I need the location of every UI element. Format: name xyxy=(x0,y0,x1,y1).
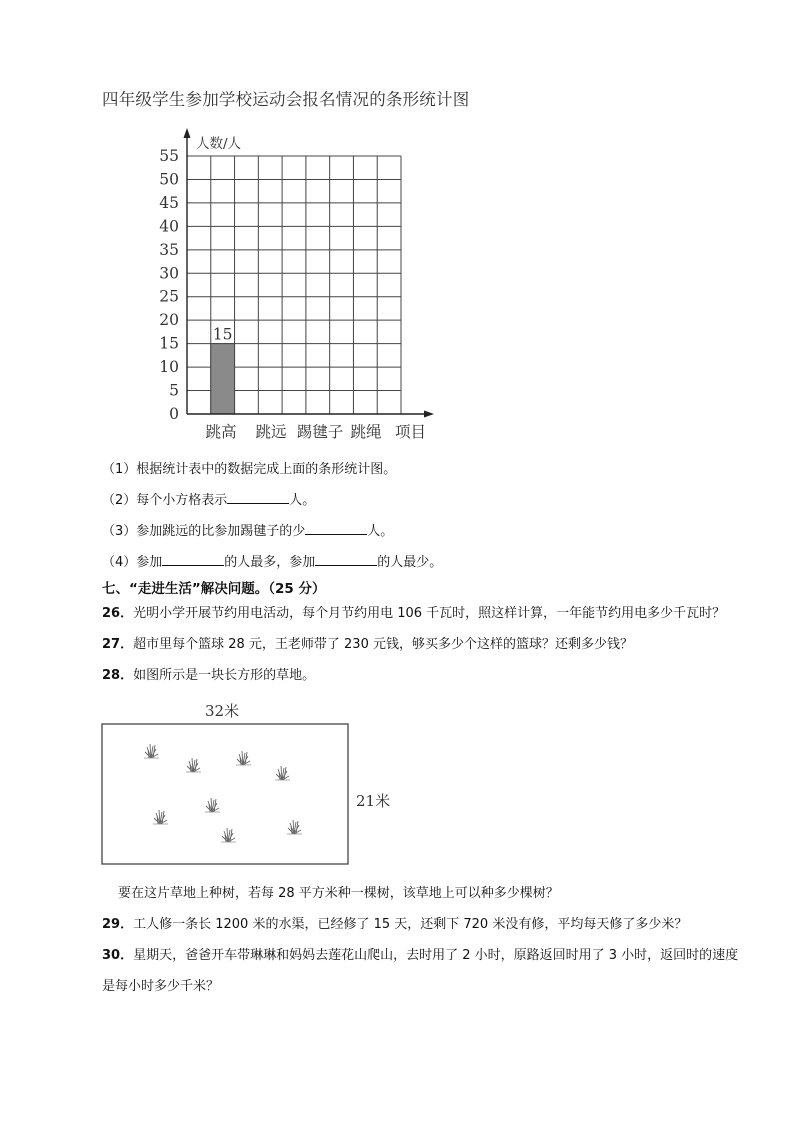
question-3-suffix: 人。 xyxy=(367,524,394,539)
problem-29-text: 工人修一条长 1200 米的水渠，已经修了 15 天，还剩下 720 米没有修，平均每天修了多少米？ xyxy=(133,917,688,932)
y-tick-label: 55 xyxy=(159,147,179,165)
y-tick-label: 10 xyxy=(159,358,179,377)
problem-27-number: 27． xyxy=(102,637,134,652)
y-tick-label: 50 xyxy=(159,170,179,189)
problem-29 xyxy=(102,909,742,940)
problem-30-text: 星期天，爸爸开车带琳琳和妈妈去莲花山爬山，去时用了 2 小时，原路返回时用了 3 小时，返回时的速度是每小时多少千米？ xyxy=(102,948,739,994)
bar-data-label: 15 xyxy=(212,325,233,344)
problem-26-text: 光明小学开展节约用电活动，每个月节约用电 106 千瓦时，照这样计算，一年能节约用电多少千瓦时？ xyxy=(133,606,726,621)
lawn-rectangle xyxy=(102,724,348,864)
grass-icon xyxy=(287,820,302,834)
question-4-suffix: 的人最少。 xyxy=(377,555,443,570)
y-tick-label: 20 xyxy=(159,311,179,330)
question-3-prefix: （3）参加跳远的比参加踢毽子的少 xyxy=(102,524,306,539)
question-2-suffix: 人。 xyxy=(289,493,316,508)
question-4-prefix: （4）参加 xyxy=(102,555,163,570)
problem-27-text: 超市里每个篮球 28 元，王老师带了 230 元钱，够买多少个这样的篮球？还剩多少钱？ xyxy=(133,637,633,652)
grass-icon xyxy=(275,766,290,780)
y-tick-label: 15 xyxy=(159,334,179,353)
x-axis-label: 项目 xyxy=(395,423,427,441)
lawn-height-label: 21米 xyxy=(356,792,391,810)
problem-26-number: 26． xyxy=(102,606,134,621)
problem-29-number: 29． xyxy=(102,917,134,932)
problem-28-text: 如图所示是一块长方形的草地。 xyxy=(133,668,316,683)
grass-icon xyxy=(221,828,236,842)
grass-icon xyxy=(153,810,168,824)
problem-30 xyxy=(102,940,742,1002)
grass-icon xyxy=(205,798,220,812)
x-category-label: 跳绳 xyxy=(350,423,382,441)
x-category-label: 跳远 xyxy=(255,423,287,441)
grass-icon xyxy=(144,744,159,758)
x-category-label: 踢毽子 xyxy=(296,423,344,441)
y-tick-label: 45 xyxy=(159,193,179,212)
problem-30-number: 30． xyxy=(102,948,134,963)
question-1-text: （1）根据统计表中的数据完成上面的条形统计图。 xyxy=(102,462,397,477)
question-2-prefix: （2）每个小方格表示 xyxy=(102,493,228,508)
y-tick-label: 0 xyxy=(169,405,179,423)
chart-title: 四年级学生参加学校运动会报名情况的条形统计图 xyxy=(102,90,470,109)
problem-28-question-text: 要在这片草地上种树，若每 28 平方米种一棵树，该草地上可以种多少棵树？ xyxy=(118,886,559,901)
y-axis-label: 人数/人 xyxy=(196,136,242,152)
lawn-width-label: 32米 xyxy=(205,702,240,720)
section-heading: 七、“走进生活”解决问题。（25 分） xyxy=(102,581,326,597)
grass-icon xyxy=(236,751,251,765)
problem-28-question xyxy=(118,878,758,909)
y-tick-label: 30 xyxy=(159,264,179,283)
x-category-label: 跳高 xyxy=(205,423,237,441)
grass-icon xyxy=(186,758,201,772)
y-tick-label: 40 xyxy=(159,217,179,236)
question-4-middle: 的人最多，参加 xyxy=(224,555,316,570)
y-tick-label: 25 xyxy=(159,287,179,306)
y-tick-label: 5 xyxy=(169,381,179,400)
problem-28-number: 28． xyxy=(102,668,134,683)
y-tick-label: 35 xyxy=(159,240,179,259)
